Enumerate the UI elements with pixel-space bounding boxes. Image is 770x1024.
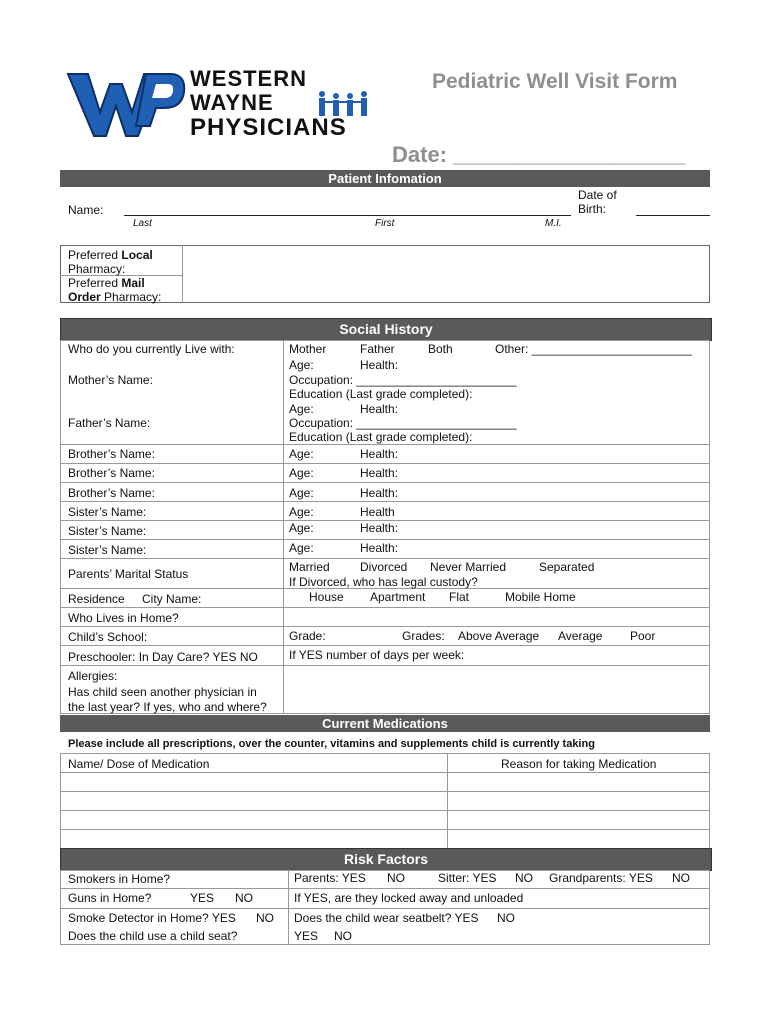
guns-no-option[interactable]: NO — [235, 891, 253, 905]
brother3-age: Age: — [289, 486, 314, 500]
poor-option[interactable]: Poor — [630, 629, 656, 643]
risk-row-divider — [60, 888, 710, 889]
never-married-option[interactable]: Never Married — [430, 560, 507, 574]
grandparents-no-option[interactable]: NO — [672, 871, 690, 885]
local-rest: Pharmacy: — [68, 262, 126, 276]
sister2-health: Health: — [360, 521, 399, 535]
fathers-name-label: Father’s Name: — [68, 416, 151, 430]
child-seat-label: Does the child use a child seat? — [68, 929, 238, 943]
marital-status-label: Parents’ Marital Status — [68, 567, 189, 581]
risk-factors-header: Risk Factors — [60, 848, 712, 871]
father-occupation[interactable]: Occupation: ________________________ — [289, 416, 517, 430]
brother3-health: Health: — [360, 486, 399, 500]
sister1-health: Health — [360, 505, 395, 519]
brother1-health: Health: — [360, 447, 399, 461]
mother-education[interactable]: Education (Last grade completed): — [289, 387, 473, 401]
local-bold: Local — [121, 248, 153, 262]
mail-pharmacy-field[interactable] — [183, 276, 709, 302]
father-age: Age: — [289, 402, 314, 416]
city-name-label: City Name: — [142, 592, 202, 606]
divorced-option[interactable]: Divorced — [360, 560, 408, 574]
row-divider — [60, 645, 710, 646]
father-education[interactable]: Education (Last grade completed): — [289, 430, 473, 444]
brother-name-label-3: Brother’s Name: — [68, 486, 155, 500]
dob-label-1: Date of — [578, 188, 617, 202]
house-option[interactable]: House — [309, 590, 344, 604]
seatbelt-label[interactable]: Does the child wear seatbelt? YES — [294, 911, 479, 925]
row-divider — [60, 444, 710, 445]
social-history-header: Social History — [60, 318, 712, 341]
dob-label-2: Birth: — [578, 202, 607, 216]
row-divider — [60, 665, 710, 666]
row-divider — [60, 501, 710, 502]
row-divider — [60, 558, 710, 559]
father-health: Health: — [360, 402, 399, 416]
father-option[interactable]: Father — [360, 342, 395, 356]
parents-yes-option[interactable]: Parents: YES — [294, 871, 366, 885]
smokers-label: Smokers in Home? — [68, 872, 171, 886]
grandparents-yes-option[interactable]: Grandparents: YES — [549, 871, 653, 885]
medications-header: Current Medications — [60, 715, 710, 732]
smoke-detector-no-option[interactable]: NO — [256, 911, 274, 925]
meds-divider-v — [447, 753, 448, 849]
mi-label: M.I. — [545, 218, 562, 229]
meds-row-divider — [60, 772, 710, 773]
meds-row-divider — [60, 829, 710, 830]
sister-name-label-2: Sister’s Name: — [68, 524, 147, 538]
wp-logo-mark-icon — [66, 66, 186, 142]
date-field[interactable]: Date: ___________________ — [392, 142, 686, 167]
brother2-age: Age: — [289, 466, 314, 480]
form-title: Pediatric Well Visit Form — [432, 70, 678, 93]
dob-line[interactable] — [636, 215, 710, 216]
mother-health: Health: — [360, 358, 399, 372]
above-average-option[interactable]: Above Average — [458, 629, 540, 643]
flat-option[interactable]: Flat — [449, 590, 470, 604]
parents-no-option[interactable]: NO — [387, 871, 405, 885]
brother-name-label-2: Brother’s Name: — [68, 466, 155, 480]
medication-reason-header: Reason for taking Medication — [501, 757, 657, 771]
seatbelt-no-option[interactable]: NO — [497, 911, 515, 925]
local-pharmacy-field[interactable] — [183, 246, 709, 275]
mail-pharmacy-label: Preferred Mail Order Pharmacy: — [68, 276, 162, 304]
last-label: Last — [133, 218, 152, 229]
risk-row-divider — [60, 908, 710, 909]
local-pharmacy-label: Preferred Local Pharmacy: — [68, 248, 153, 276]
sister-name-label-1: Sister’s Name: — [68, 505, 147, 519]
meds-row-divider — [60, 810, 710, 811]
days-per-week-label: If YES number of days per week: — [289, 648, 465, 662]
mobile-home-option[interactable]: Mobile Home — [505, 590, 576, 604]
mother-option[interactable]: Mother — [289, 342, 327, 356]
guns-yes-option[interactable]: YES — [190, 891, 215, 905]
first-label: First — [375, 218, 395, 229]
brother1-age: Age: — [289, 447, 314, 461]
logo-physicians: PHYSICIANS — [190, 114, 347, 141]
married-option[interactable]: Married — [289, 560, 330, 574]
school-label: Child’s School: — [68, 630, 148, 644]
meds-row-divider — [60, 791, 710, 792]
live-with-label: Who do you currently Live with: — [68, 342, 235, 356]
logo-western: WESTERN — [190, 66, 307, 91]
sister3-health: Health: — [360, 541, 399, 555]
row-divider — [60, 463, 710, 464]
sister-name-label-3: Sister’s Name: — [68, 543, 147, 557]
other-option[interactable]: Other: ________________________ — [495, 342, 692, 356]
sister2-age: Age: — [289, 521, 314, 535]
name-label: Name: — [68, 203, 104, 217]
residence-label: Residence — [68, 592, 125, 606]
patient-info-header: Patient Infomation — [60, 170, 710, 187]
medications-instruction: Please include all prescriptions, over the counter, vitamins and supplements child is currently taking — [68, 738, 595, 750]
child-seat-no-option[interactable]: NO — [334, 929, 352, 943]
sister1-age: Age: — [289, 505, 314, 519]
row-divider — [60, 482, 710, 483]
custody-label: If Divorced, who has legal custody? — [289, 575, 478, 589]
mother-age: Age: — [289, 358, 314, 372]
physician-label-2: the last year? If yes, who and where? — [68, 700, 267, 714]
grade-label: Grade: — [289, 629, 326, 643]
medication-name-header: Name/ Dose of Medication — [68, 757, 210, 771]
social-divider-v — [283, 340, 284, 714]
physician-label-1: Has child seen another physician in — [68, 685, 257, 699]
sister3-age: Age: — [289, 541, 314, 555]
locked-away-label: If YES, are they locked away and unloaded — [294, 891, 524, 905]
brother-name-label-1: Brother’s Name: — [68, 447, 155, 461]
grades-label: Grades: — [402, 629, 445, 643]
both-option[interactable]: Both — [428, 342, 453, 356]
smoke-detector-label[interactable]: Smoke Detector in Home? YES — [68, 911, 236, 925]
sitter-yes-option[interactable]: Sitter: YES — [438, 871, 497, 885]
brother2-health: Health: — [360, 466, 399, 480]
lives-in-home-label: Who Lives in Home? — [68, 611, 179, 625]
mothers-name-label: Mother’s Name: — [68, 373, 153, 387]
allergies-label: Allergies: — [68, 669, 118, 683]
logo — [66, 66, 376, 142]
row-divider — [60, 607, 710, 608]
apartment-option[interactable]: Apartment — [370, 590, 426, 604]
average-option[interactable]: Average — [558, 629, 603, 643]
row-divider — [60, 626, 710, 627]
preschool-label: Preschooler: In Day Care? YES NO — [68, 650, 258, 664]
separated-option[interactable]: Separated — [539, 560, 595, 574]
mother-occupation[interactable]: Occupation: ________________________ — [289, 373, 517, 387]
sitter-no-option[interactable]: NO — [515, 871, 533, 885]
child-seat-yes-option[interactable]: YES — [294, 929, 319, 943]
name-line[interactable] — [124, 215, 571, 216]
logo-wayne: WAYNE — [190, 90, 274, 115]
guns-label: Guns in Home? — [68, 891, 152, 905]
row-divider — [60, 539, 710, 540]
